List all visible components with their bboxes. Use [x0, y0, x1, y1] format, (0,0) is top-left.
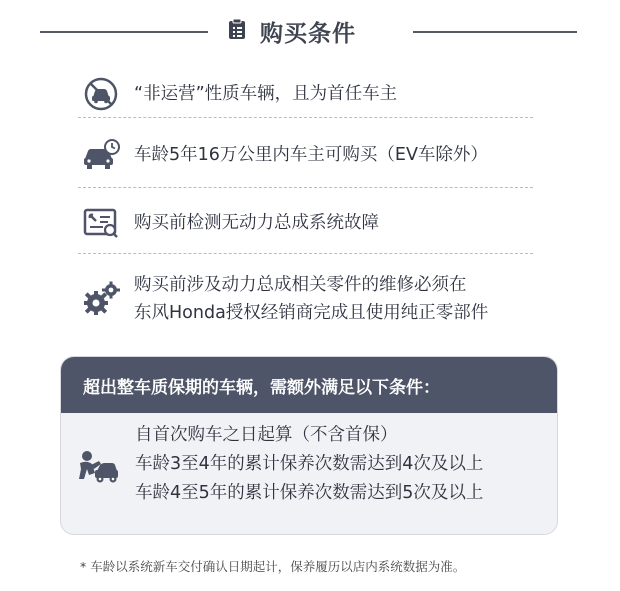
header-title-group	[228, 14, 356, 48]
divider	[78, 253, 533, 254]
extra-condition-line: 车龄3至4年的累计保养次数需达到4次及以上	[135, 454, 484, 474]
condition-text-block	[124, 271, 488, 327]
mechanic-icon	[75, 449, 119, 493]
condition-text: 东风Honda授权经销商完成且使用纯正零部件	[134, 303, 489, 323]
condition-text: 购买前涉及动力总成相关零件的维修必须在	[134, 275, 467, 295]
condition-text: 车龄5年16万公里内车主可购买（EV车除外）	[134, 145, 488, 165]
gears-icon	[78, 281, 124, 317]
document-list-icon	[228, 18, 248, 44]
extra-condition-line: 车龄4至5年的累计保养次数需达到5次及以上	[135, 483, 484, 503]
condition-item	[78, 268, 536, 330]
condition-item	[78, 74, 536, 114]
car-clock-icon	[78, 139, 124, 171]
header-rule-left	[40, 31, 208, 33]
divider	[78, 187, 533, 188]
inspection-report-icon	[78, 206, 124, 240]
condition-text: “非运营”性质车辆，且为首任车主	[134, 84, 398, 104]
extra-conditions-box	[60, 356, 558, 535]
extra-conditions-list	[135, 421, 483, 508]
header-rule-right	[413, 31, 577, 33]
non-commercial-car-icon	[78, 77, 124, 111]
extra-condition-line: 自首次购车之日起算（不含首保）	[135, 425, 398, 445]
condition-item	[78, 203, 536, 243]
page-title: 购买条件	[260, 20, 356, 47]
divider	[78, 117, 533, 118]
extra-conditions-body	[61, 413, 557, 534]
condition-item	[78, 134, 536, 176]
extra-conditions-heading: 超出整车质保期的车辆，需额外满足以下条件：	[61, 357, 557, 413]
condition-text: 购买前检测无动力总成系统故障	[134, 213, 379, 233]
footnote: * 车龄以系统新车交付确认日期起计，保养履历以店内系统数据为准。	[80, 559, 466, 574]
section-header	[0, 0, 620, 60]
